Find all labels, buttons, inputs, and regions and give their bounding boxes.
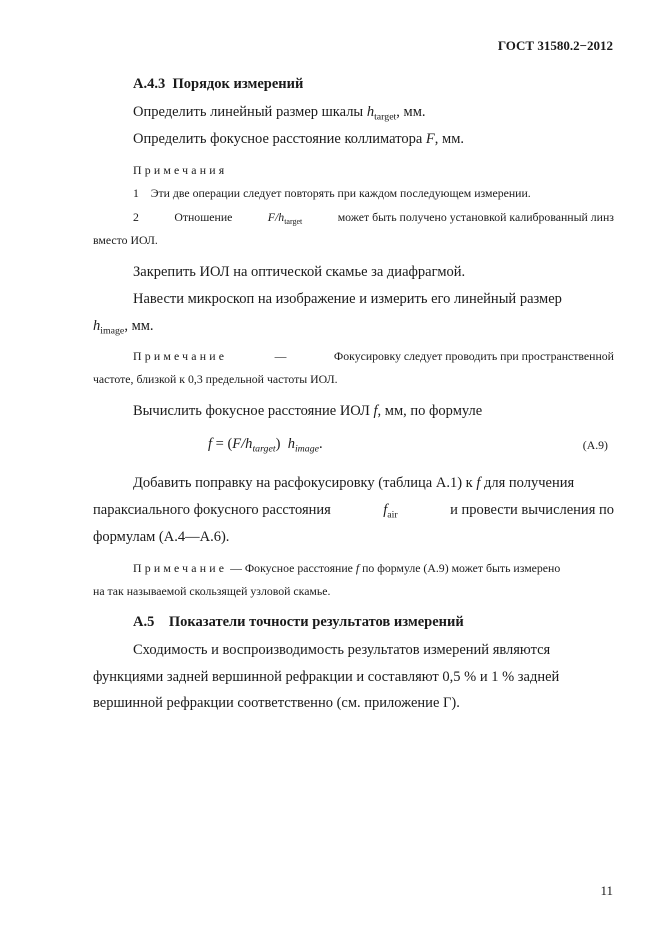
note-focusing-line-2: частоте, близкой к 0,3 предельной частоты ИОЛ. — [93, 372, 338, 386]
paragraph-correction-line-1: Добавить поправку на расфокусировку (таблица А.1) к f для получения — [133, 475, 575, 491]
note-sliding-bench-line-1: Примечание — Фокусное расстояние f по формуле (А.9) может быть измерено — [133, 561, 561, 575]
section-heading-a5 — [133, 614, 464, 631]
paragraph-microscope-line-1: Навести микроскоп на изображение и измерить его линейный размер — [133, 291, 562, 307]
paragraph-accuracy-line-2: функциями задней вершинной рефракции и составляют 0,5 % и 1 % задней — [93, 669, 560, 685]
note-focusing-line-1: Примечание — Фокусировку следует проводить при пространственной — [133, 349, 614, 363]
paragraph-collimator-focal: Определить фокусное расстояние коллиматора F, мм. — [133, 131, 464, 147]
paragraph-microscope-line-2: $h_{image}$, мм. — [93, 318, 154, 337]
paragraph-scale-size: Определить линейный размер шкалы $h_{target}$, мм. — [133, 104, 426, 123]
section-title: Порядок измерений — [172, 76, 304, 92]
section-number: А.4.3 — [133, 76, 166, 92]
standard-designation: ГОСТ 31580.2−2012 — [497, 38, 613, 53]
section-number: А.5 — [133, 614, 155, 630]
note-sliding-bench-line-2: на так называемой скользящей узловой скамье. — [93, 584, 331, 598]
page-number: 11 — [600, 883, 613, 898]
section-heading-a43 — [133, 76, 303, 93]
note-1: 1 Эти две операции следует повторять при каждом последующем измерении. — [133, 186, 531, 200]
paragraph-accuracy-line-3: вершинной рефракции соответственно (см. приложение Г). — [93, 695, 460, 711]
note-2-line-2: вместо ИОЛ. — [93, 233, 158, 247]
formula-number: (А.9) — [582, 438, 608, 452]
notes-label: Примечания — [133, 163, 228, 177]
formula-a9: $f = (F/h_{target})$ $h_{image}$. — [208, 436, 323, 455]
paragraph-compute-focal: Вычислить фокусное расстояние ИОЛ f, мм, по формуле — [133, 403, 483, 419]
section-title: Показатели точности результатов измерений — [168, 614, 464, 630]
note-2-line-1: 2 Отношение $F/h_{target}$ может быть получено установкой калиброванный линз — [133, 210, 614, 226]
paragraph-mount-iol: Закрепить ИОЛ на оптической скамье за диафрагмой. — [133, 264, 466, 280]
paragraph-correction-line-2: параксиального фокусного расстояния $f_{air}$ и провести вычисления по — [93, 502, 614, 521]
paragraph-accuracy-line-1: Сходимость и воспроизводимость результатов измерений являются — [133, 642, 551, 658]
paragraph-correction-line-3: формулам (А.4—А.6). — [93, 529, 230, 545]
